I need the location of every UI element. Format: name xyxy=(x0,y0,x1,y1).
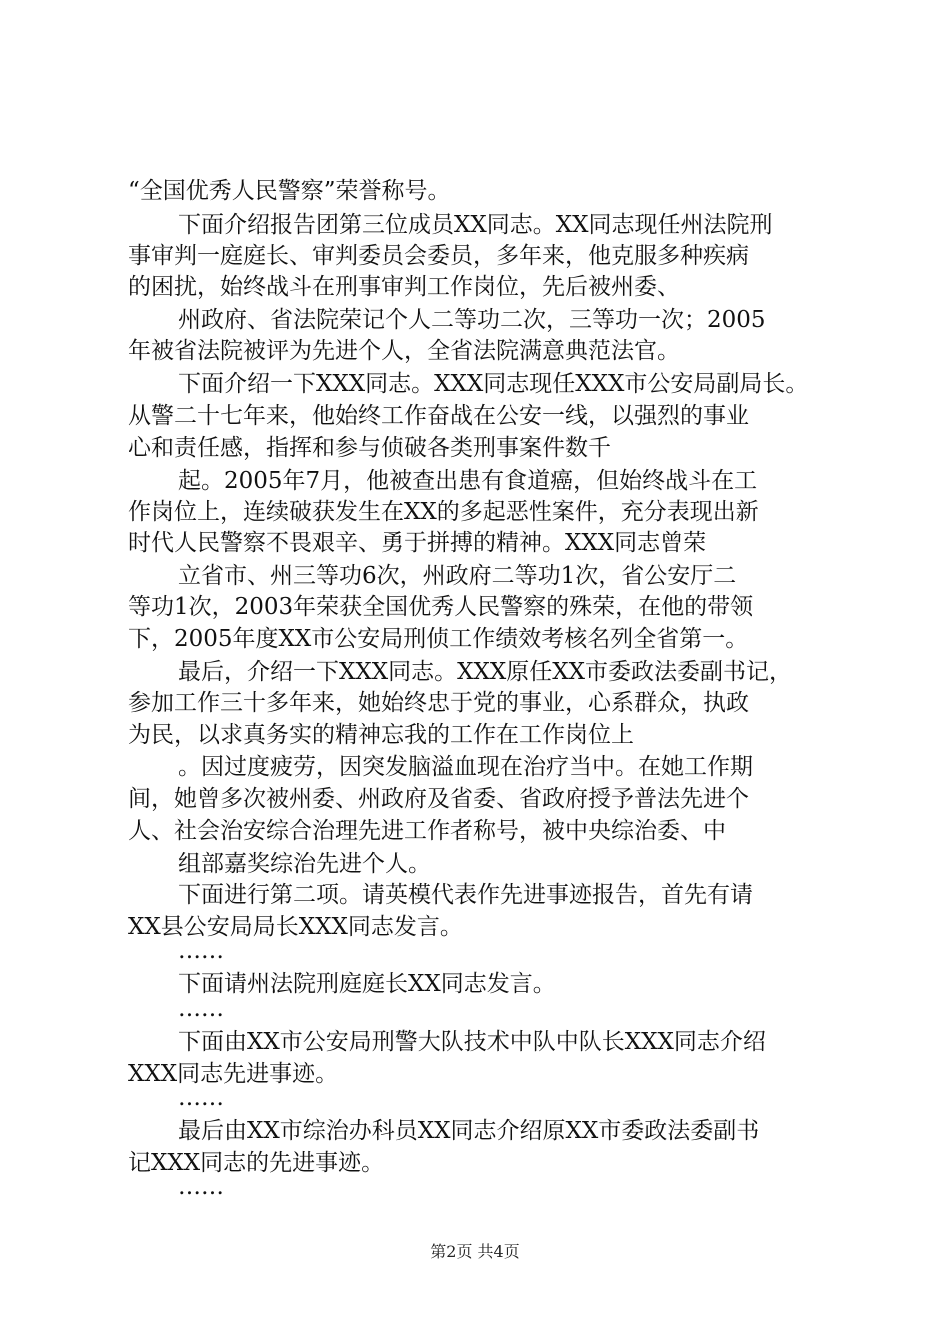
body-text-line: …… xyxy=(178,938,224,964)
body-text-line: 起。2005年7月，他被查出患有食道癌，但始终战斗在工 xyxy=(178,468,758,494)
body-text-line: 州政府、省法院荣记个人二等功二次，三等功一次；2005 xyxy=(178,307,766,333)
body-text-line: 立省市、州三等功6次，州政府二等功1次，省公安厅二 xyxy=(178,563,737,589)
body-text-line: XXX同志先进事迹。 xyxy=(128,1061,339,1087)
body-text-line: 等功1次，2003年荣获全国优秀人民警察的殊荣，在他的带领 xyxy=(128,594,754,620)
body-text-line: 心和责任感，指挥和参与侦破各类刑事案件数千 xyxy=(128,435,611,461)
body-text-line: 的困扰，始终战斗在刑事审判工作岗位，先后被州委、 xyxy=(128,274,680,300)
body-text-line: 时代人民警察不畏艰辛、勇于拼搏的精神。XXX同志曾荣 xyxy=(128,530,707,556)
body-text-line: 下面由XX市公安局刑警大队技术中队中队长XXX同志介绍 xyxy=(178,1029,766,1055)
body-text-line: 间，她曾多次被州委、州政府及省委、省政府授予普法先进个 xyxy=(128,786,749,812)
body-text-line: 最后由XX市综治办科员XX同志介绍原XX市委政法委副书 xyxy=(178,1118,760,1144)
body-text-line: …… xyxy=(178,1174,224,1200)
body-text-line: 参加工作三十多年来，她始终忠于党的事业，心系群众，执政 xyxy=(128,690,749,716)
body-text-line: 下面进行第二项。请英模代表作先进事迹报告，首先有请 xyxy=(178,882,753,908)
body-text-line: 下面请州法院刑庭庭长XX同志发言。 xyxy=(178,971,556,997)
body-text-line: 记XXX同志的先进事迹。 xyxy=(128,1150,385,1176)
page-footer: 第2页 共4页 xyxy=(430,1242,520,1261)
body-text-line: 年被省法院被评为先进个人，全省法院满意典范法官。 xyxy=(128,338,680,364)
body-text-line: 下，2005年度XX市公安局刑侦工作绩效考核名列全省第一。 xyxy=(128,626,749,652)
body-text-line: 下面介绍一下XXX同志。XXX同志现任XXX市公安局副局长。 xyxy=(178,371,809,397)
body-text-line: “全国优秀人民警察”荣誉称号。 xyxy=(128,178,451,204)
body-text-line: 作岗位上，连续破获发生在XX的多起恶性案件，充分表现出新 xyxy=(128,499,759,525)
body-text-line: 人、社会治安综合治理先进工作者称号，被中央综治委、中 xyxy=(128,818,726,844)
body-text-line: 。因过度疲劳，因突发脑溢血现在治疗当中。在她工作期 xyxy=(178,754,753,780)
body-text-line: …… xyxy=(178,1085,224,1111)
body-text-line: 事审判一庭庭长、审判委员会委员，多年来，他克服多种疾病 xyxy=(128,243,749,269)
body-text-line: …… xyxy=(178,996,224,1022)
body-text-line: 为民，以求真务实的精神忘我的工作在工作岗位上 xyxy=(128,722,634,748)
body-text-line: 从警二十七年来，他始终工作奋战在公安一线，以强烈的事业 xyxy=(128,403,749,429)
body-text-line: 下面介绍报告团第三位成员XX同志。XX同志现任州法院刑 xyxy=(178,212,773,238)
body-text-line: XX县公安局局长XXX同志发言。 xyxy=(128,914,463,940)
body-text-line: 组部嘉奖综治先进个人。 xyxy=(178,851,431,877)
body-text-line: 最后，介绍一下XXX同志。XXX原任XX市委政法委副书记， xyxy=(178,659,792,685)
